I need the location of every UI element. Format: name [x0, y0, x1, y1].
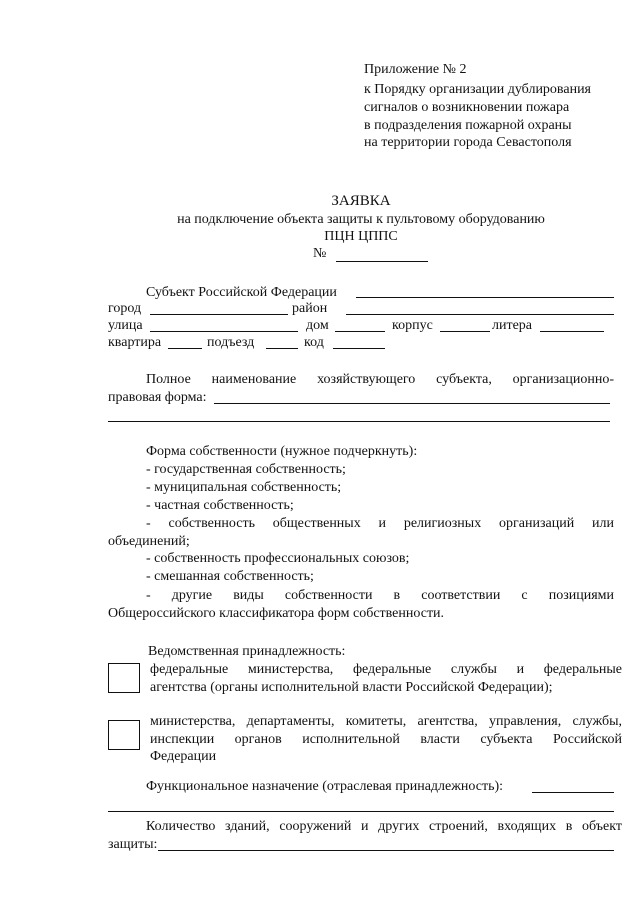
house-label: дом: [306, 318, 329, 333]
code-field[interactable]: [333, 348, 385, 349]
buildings-field[interactable]: [158, 850, 614, 851]
regional-checkbox[interactable]: [108, 720, 140, 750]
regional-option-label: министерства, департаменты, комитеты, агентства, управления, службы,: [150, 714, 622, 729]
entity-name-field[interactable]: [214, 403, 610, 404]
ownership-option: - муниципальная собственность;: [146, 480, 342, 495]
district-label: район: [292, 301, 328, 316]
appendix-number: Приложение № 2: [364, 62, 467, 77]
entity-name-label: Полное наименование хозяйствующего субъекта, организационно-: [146, 372, 614, 387]
function-field[interactable]: [532, 792, 614, 793]
buildings-label: Количество зданий, сооружений и других строений, входящих в объект: [146, 819, 622, 834]
federal-option-label-continued: агентства (органы исполнительной власти Российской Федерации);: [150, 680, 553, 695]
ownership-option: - собственность общественных и религиозных организаций или: [146, 516, 614, 531]
document-org: ПЦН ЦППС: [324, 229, 398, 244]
function-label: Функциональное назначение (отраслевая принадлежность):: [146, 779, 504, 794]
ownership-option-continued: объединений;: [108, 534, 190, 549]
buildings-label-continued: защиты:: [108, 837, 158, 852]
ownership-option: - собственность профессиональных союзов;: [146, 551, 410, 566]
subject-label: Субъект Российской Федерации: [146, 285, 337, 300]
department-heading: Ведомственная принадлежность:: [148, 644, 346, 659]
street-label: улица: [108, 318, 143, 333]
appendix-line-5: на территории города Севастополя: [364, 135, 572, 150]
regional-option-label-continued: инспекции органов исполнительной власти субъекта Российской: [150, 732, 622, 747]
ownership-heading: Форма собственности (нужное подчеркнуть):: [146, 444, 418, 459]
entity-form-label: правовая форма:: [108, 390, 207, 405]
city-label: город: [108, 301, 142, 316]
appendix-line-4: в подразделения пожарной охраны: [364, 118, 572, 133]
document-title: ЗАЯВКА: [331, 193, 391, 209]
building-field[interactable]: [440, 331, 490, 332]
regional-option-label-end: Федерации: [150, 749, 217, 764]
letter-label: литера: [492, 318, 533, 333]
document-subtitle: на подключение объекта защиты к пультовому оборудованию: [177, 212, 545, 227]
city-field[interactable]: [150, 314, 288, 315]
apartment-label: квартира: [108, 335, 162, 350]
entrance-label: подъезд: [207, 335, 255, 350]
ownership-option: - государственная собственность;: [146, 462, 346, 477]
ownership-option: - другие виды собственности в соответствии с позициями: [146, 588, 614, 603]
ownership-option-continued: Общероссийского классификатора форм собственности.: [108, 606, 445, 621]
apartment-field[interactable]: [168, 348, 202, 349]
request-number-label: №: [313, 246, 327, 261]
letter-field[interactable]: [540, 331, 604, 332]
subject-field[interactable]: [356, 297, 614, 298]
function-field-continued[interactable]: [108, 811, 614, 812]
ownership-option: - смешанная собственность;: [146, 569, 314, 584]
federal-option-label: федеральные министерства, федеральные службы и федеральные: [150, 662, 622, 677]
request-number-field[interactable]: [336, 261, 428, 262]
appendix-line-2: к Порядку организации дублирования: [364, 82, 591, 97]
entrance-field[interactable]: [266, 348, 298, 349]
ownership-option: - частная собственность;: [146, 498, 294, 513]
house-field[interactable]: [335, 331, 385, 332]
appendix-line-3: сигналов о возникновении пожара: [364, 100, 570, 115]
entity-name-field-continued[interactable]: [108, 421, 610, 422]
building-label: корпус: [392, 318, 433, 333]
district-field[interactable]: [346, 314, 614, 315]
street-field[interactable]: [150, 331, 298, 332]
federal-checkbox[interactable]: [108, 663, 140, 693]
code-label: код: [304, 335, 324, 350]
